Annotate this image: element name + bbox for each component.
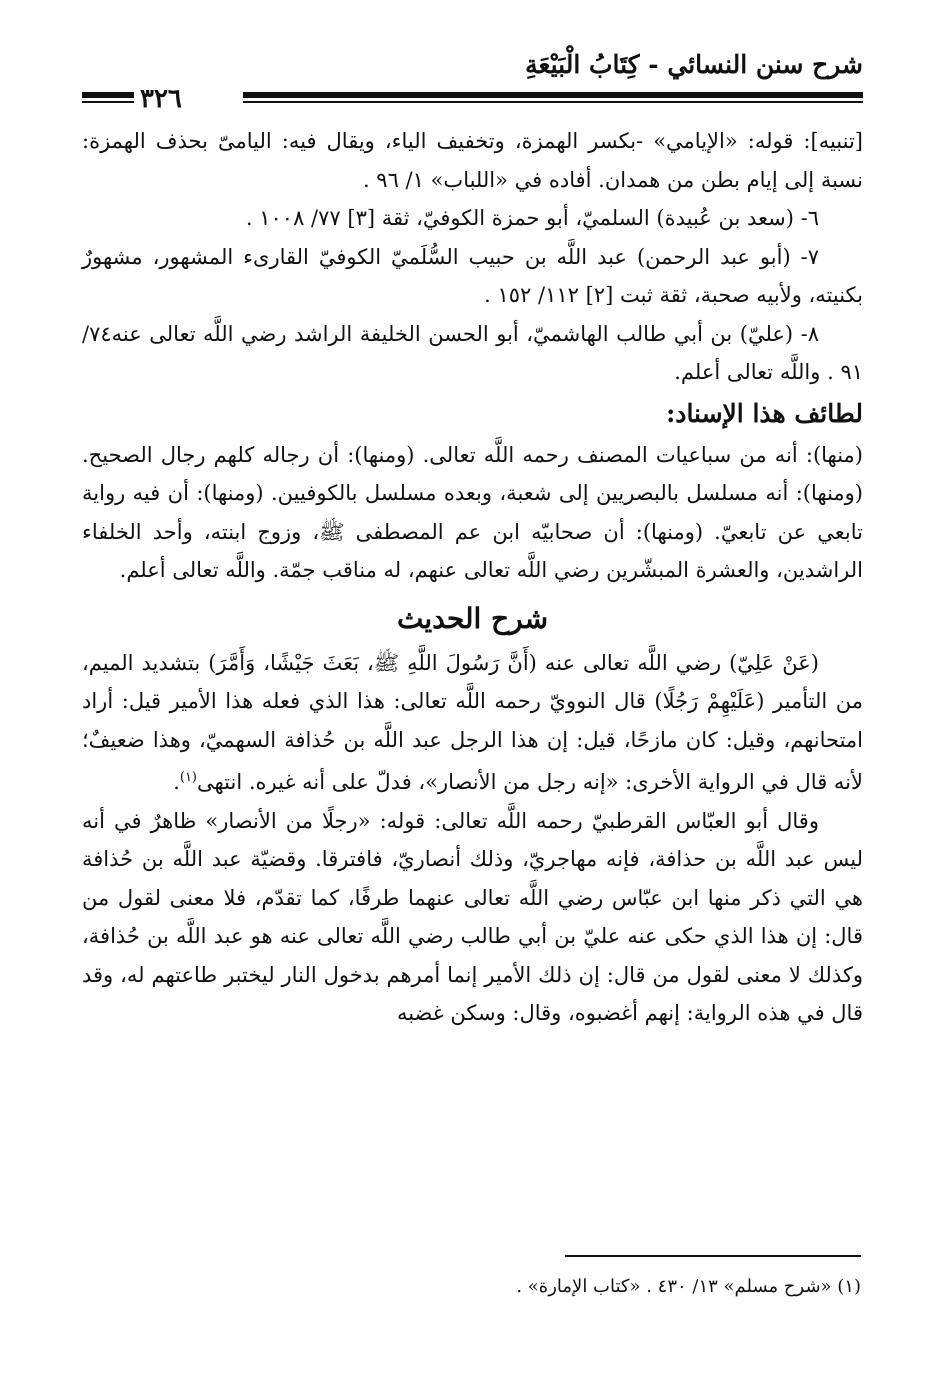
header-rule-thin-left: [82, 101, 134, 103]
sharh-paragraph-1-end: .: [173, 770, 180, 794]
section-heading-isnad: لطائف هذا الإسناد:: [666, 398, 863, 428]
note-paragraph: [تنبيه]: قوله: «الإيامي» -بكسر الهمزة، وتخفيف الياء، ويقال فيه: اليامىّ بحذف الهمزة: نسبة إلى إيام بطن من همدان. أفاده في «اللباب» ١/ ٩٦ .: [82, 129, 863, 192]
header-rule-thin: [243, 101, 863, 103]
sharh-paragraph-2: وقال أبو العبّاس القرطبيّ رحمه اللَّه تعالى: قوله: «رجلًا من الأنصار» ظاهرٌ في أنه ليس عبد اللَّه بن حذافة، فإنه مهاجريّ، وذلك أنصاريّ، فافترقا. وقضيّة عبد اللَّه بن حُذافة هي التي ذكر منها ابن عبّاس رضي اللَّه تعالى عنهما طرفًا، كما تقدّم، فلا معنى لقول من قال: إن هذا الذي حكى عنه عليّ بن أبي طالب رضي اللَّه تعالى عنه هو عبد اللَّه بن حُذافة، وكذلك لا معنى لقول من قال: إن ذلك الأمير إنما أمرهم بدخول النار ليختبر طاعتهم له، وقد قال في هذه الرواية: إنهم أغضبوه، وقال: وسكن غضبه: [82, 808, 863, 1025]
sharh-paragraph-1: [82, 644, 863, 802]
sharh-paragraph-1-text: (عَنْ عَلِيّ) رضي اللَّه تعالى عنه (أَنَّ رَسُولَ اللَّهِ ﷺ، بَعَثَ جَيْشًا، وَأَمَّرَ) بتشديد الميم، من التأمير (عَلَيْهِمْ رَجُلًا) قال النوويّ رحمه اللَّه تعالى: هذا الذي فعله هذا الأمير قيل: أراد امتحانهم، وقيل: كان مازحًا، قيل: إن هذا الرجل عبد اللَّه بن حُذافة السهميّ، وهذا ضعيفٌ؛ لأنه قال في الرواية الأخرى: «إنه رجل من الأنصار»، فدلّ على أنه غيره. انتهى: [82, 650, 863, 794]
footnote-ref: (١): [179, 770, 197, 785]
page-number: ٣٢٦: [140, 84, 182, 114]
header-rule-thick: [243, 92, 863, 98]
page-header: [82, 40, 863, 114]
running-title: شرح سنن النسائي - كِتَابُ الْبَيْعَةِ: [525, 50, 863, 79]
narrator-8: ٨- (عليّ) بن أبي طالب الهاشميّ، أبو الحسن الخليفة الراشد رضي اللَّه تعالى عنه٧٤/ ٩١ . واللَّه تعالى أعلم.: [82, 321, 863, 384]
section-heading-sharh: شرح الحديث: [396, 601, 549, 635]
isnad-paragraph: (منها): أنه من سباعيات المصنف رحمه اللَّه تعالى. (ومنها): أن رجاله كلهم رجال الصحيح. (ومنها): أنه مسلسل بالبصريين إلى شعبة، وبعده مسلسل بالكوفيين. (ومنها): أن فيه رواية تابعي عن تابعيّ. (ومنها): أن صحابيّه ابن عم المصطفى ﷺ، وزوج ابنته، وأحد الخلفاء الراشدين، والعشرة المبشّرين رضي اللَّه تعالى عنهم، له مناقب جمّة. واللَّه تعالى أعلم.: [82, 442, 863, 582]
narrator-7: ٧- (أبو عبد الرحمن) عبد اللَّه بن حبيب السُّلَميّ الكوفيّ القارىء المشهور، مشهورٌ بكنيته، ولأبيه صحبة، ثقة ثبت [٢] ١١٢/ ١٥٢ .: [82, 244, 863, 307]
footnote: (١) «شرح مسلم» ١٣/ ٤٣٠ . «كتاب الإمارة» .: [516, 1276, 861, 1297]
main-text: [82, 122, 863, 1033]
narrator-6: ٦- (سعد بن عُبيدة) السلميّ، أبو حمزة الكوفيّ، ثقة [٣] ٧٧/ ١٠٠٨ .: [245, 206, 819, 230]
header-rule-thick-left: [82, 92, 134, 98]
footnote-separator: [565, 1255, 861, 1257]
